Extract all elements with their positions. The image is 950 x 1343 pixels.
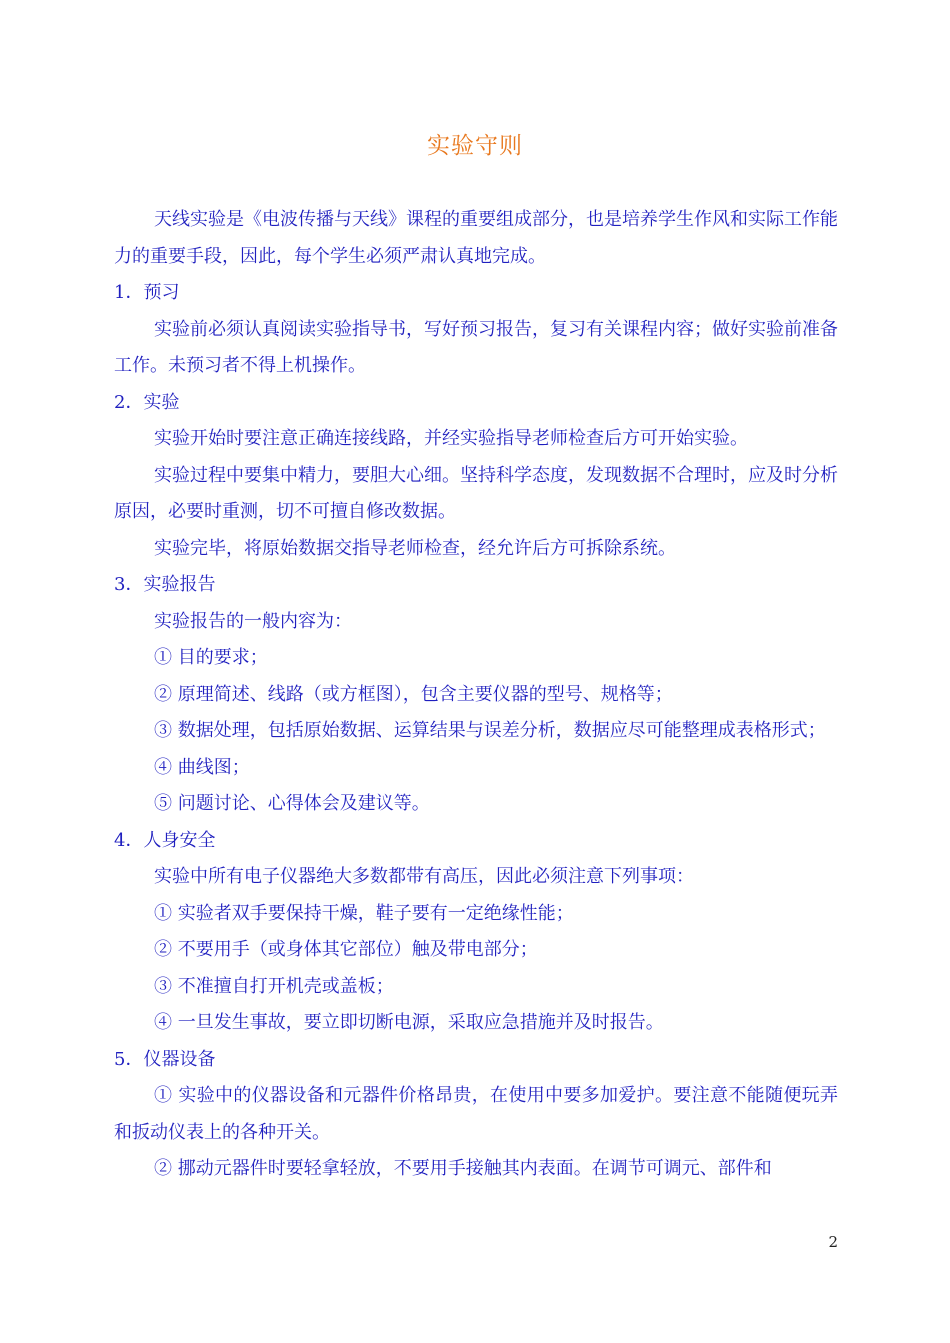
paragraph: 实验前必须认真阅读实验指导书，写好预习报告，复习有关课程内容；做好实验前准备工作。未预习者不得上机操作。: [114, 318, 838, 376]
list-item: ① 目的要求；: [154, 647, 268, 668]
document-body: [114, 202, 838, 1188]
paragraph: 实验开始时要注意正确连接线路，并经实验指导老师检查后方可开始实验。: [154, 428, 748, 449]
list-item: ④ 曲线图；: [154, 756, 250, 778]
list-item: ③ 不准擅自打开机壳或盖板；: [154, 975, 394, 997]
paragraph: 天线实验是《电波传播与天线》课程的重要组成部分，也是培养学生作风和实际工作能力的重要手段，因此，每个学生必须严肃认真地完成。: [114, 209, 838, 267]
list-item: ⑤ 问题讨论、心得体会及建议等。: [154, 793, 430, 814]
list-item: ① 实验中的仪器设备和元器件价格昂贵，在使用中要多加爱护。要注意不能随便玩弄和扳动仪表上的各种开关。: [114, 1085, 838, 1143]
section-heading-experiment: 2．实验: [114, 391, 180, 413]
section-heading-preview: 1．预习: [114, 282, 180, 303]
paragraph: 实验报告的一般内容为：: [154, 610, 352, 632]
paragraph: 实验过程中要集中精力，要胆大心细。坚持科学态度，发现数据不合理时，应及时分析原因，必要时重测，切不可擅自修改数据。: [114, 464, 838, 522]
list-item: ② 原理简述、线路（或方框图），包含主要仪器的型号、规格等；: [154, 683, 673, 705]
paragraph: 实验中所有电子仪器绝大多数都带有高压，因此必须注意下列事项：: [154, 866, 694, 887]
list-item: ④ 一旦发生事故，要立即切断电源，采取应急措施并及时报告。: [154, 1012, 664, 1033]
section-heading-equipment: 5．仪器设备: [114, 1048, 216, 1070]
page-number: 2: [828, 1233, 838, 1251]
section-heading-report: 3．实验报告: [114, 574, 216, 595]
list-item: ② 挪动元器件时要轻拿轻放，不要用手接触其内表面。在调节可调元、部件和: [154, 1158, 772, 1179]
section-heading-safety: 4．人身安全: [114, 829, 216, 851]
list-item: ② 不要用手（或身体其它部位）触及带电部分；: [154, 939, 538, 960]
paragraph: 实验完毕，将原始数据交指导老师检查，经允许后方可拆除系统。: [154, 537, 676, 559]
list-item: ① 实验者双手要保持干燥，鞋子要有一定绝缘性能；: [154, 902, 574, 924]
list-item: ③ 数据处理，包括原始数据、运算结果与误差分析，数据应尽可能整理成表格形式；: [154, 720, 826, 741]
page-title: 实验守则: [427, 133, 523, 159]
